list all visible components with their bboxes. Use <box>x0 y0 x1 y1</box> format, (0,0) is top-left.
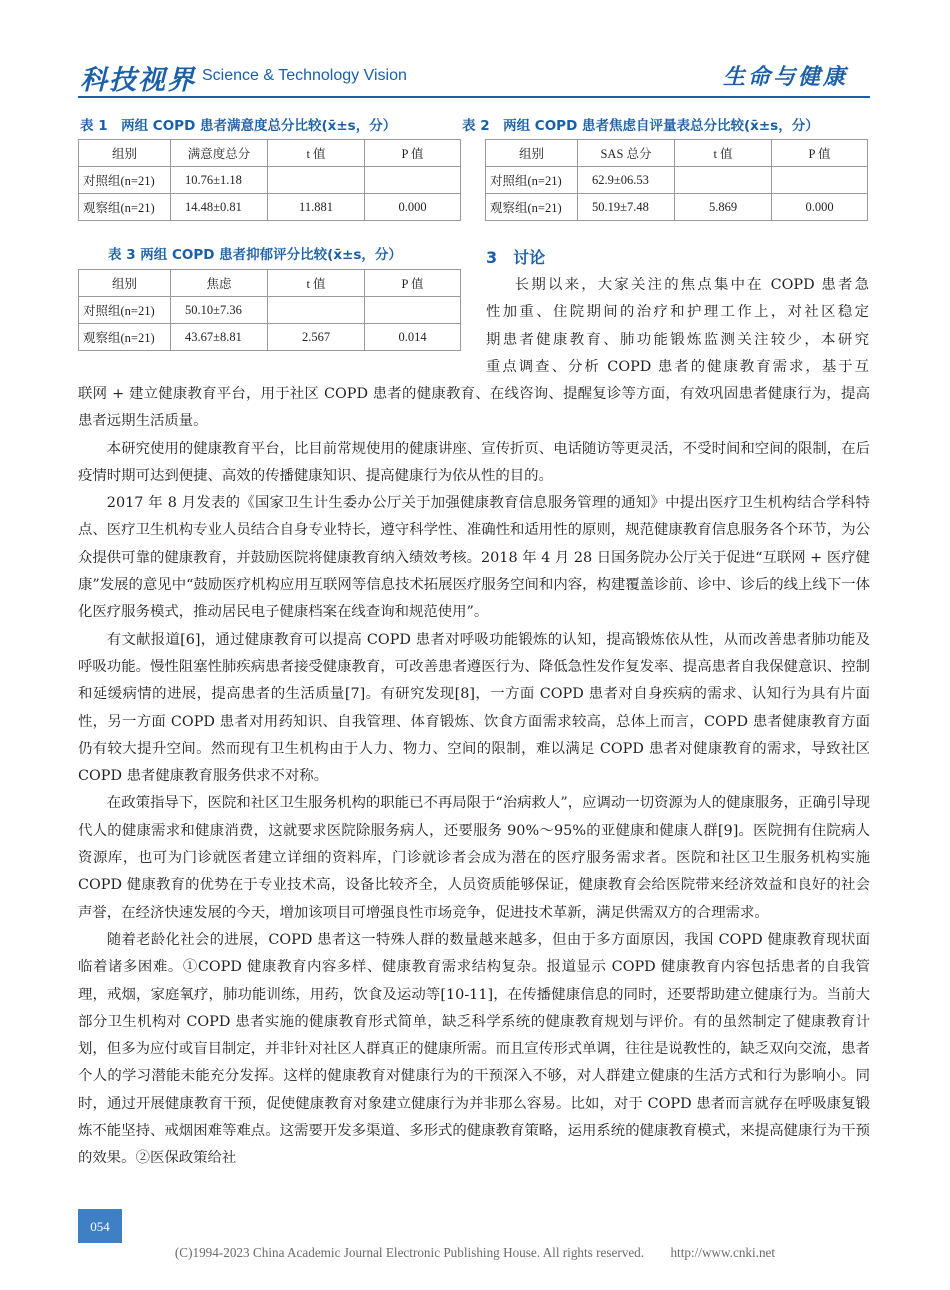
table-cell: 观察组(n=21) <box>79 324 171 351</box>
table-header: P 值 <box>365 140 461 167</box>
table-cell: 14.48±0.81 <box>171 194 268 221</box>
table-cell <box>268 167 365 194</box>
paragraph-line: 期患者健康教育、肺功能锻炼监测关注较少，本研究 <box>486 331 869 348</box>
paragraph-column <box>486 272 869 381</box>
table-header: 焦虑 <box>171 270 268 297</box>
table-header: 组别 <box>79 270 171 297</box>
table-header: t 值 <box>268 140 365 167</box>
table-cell <box>365 297 461 324</box>
journal-english-name: Science & Technology Vision <box>202 67 407 84</box>
table3 <box>78 269 461 351</box>
journal-logo: 科技视界 <box>80 65 196 96</box>
table-cell: 对照组(n=21) <box>486 167 578 194</box>
table-row <box>79 194 461 221</box>
paragraph: 2017 年 8 月发表的《国家卫生计生委办公厅关于加强健康教育信息服务管理的通知》中提出医疗卫生机构结合学科特点、医疗卫生机构专业人员结合自身专业特长，遵守科学性、准确性和适用性的原则，规范健康教育信息服务各个环节，为公众提供可靠的健康教育，并鼓励医院将健康教育纳入绩效考核。2018 年 4 月 28 日国务院办公厅关于促进“互联网 + 医疗健康”发展的意见中“鼓励医疗机构应用互联网等信息技术拓展医疗服务空间和内容，构建覆盖诊前、诊中、诊后的线上线下一体化医疗服务模式，推动居民电子健康档案在线查询和规范使用”。 <box>78 495 870 621</box>
table-cell: 5.869 <box>675 194 772 221</box>
table-header: 组别 <box>79 140 171 167</box>
page-number: 054 <box>78 1209 122 1243</box>
section-title: 生命与健康 <box>722 64 848 90</box>
table-cell <box>675 167 772 194</box>
table-cell: 11.881 <box>268 194 365 221</box>
table-cell: 对照组(n=21) <box>79 167 171 194</box>
table-row <box>79 324 461 351</box>
table-cell: 43.67±8.81 <box>171 324 268 351</box>
table2-caption: 表 2 两组 COPD 患者焦虑自评量表总分比较(x̄±s，分） <box>462 118 819 134</box>
table-cell: 观察组(n=21) <box>79 194 171 221</box>
table-header: SAS 总分 <box>578 140 675 167</box>
table-cell: 对照组(n=21) <box>79 297 171 324</box>
paragraph: 有文献报道[6]，通过健康教育可以提高 COPD 患者对呼吸功能锻炼的认知，提高锻炼依从性，从而改善患者肺功能及呼吸功能。慢性阻塞性肺疾病患者接受健康教育，可改善患者遵医行为、降低急性发作复发率、提高患者自我保健意识、控制和延缓病情的进展，提高患者的生活质量[7]。有研究发现[8]，一方面 COPD 患者对自身疾病的需求、认知行为具有片面性，另一方面 COPD 患者对用药知识、自我管理、体育锻炼、饮食方面需求较高，总体上而言，COPD 患者健康教育方面仍有较大提升空间。然而现有卫生机构由于人力、物力、空间的限制，难以满足 COPD 患者对健康教育的需求，导致社区 COPD 患者健康教育服务供求不对称。 <box>78 631 870 785</box>
table1 <box>78 139 461 221</box>
table-header: 组别 <box>486 140 578 167</box>
table-cell <box>365 167 461 194</box>
paragraph-line: 性加重、住院期间的治疗和护理工作上，对社区稳定 <box>486 304 869 321</box>
paragraph: 联网 + 建立健康教育平台，用于社区 COPD 患者的健康教育、在线咨询、提醒复诊等方面，有效巩固患者健康行为，提高患者远期生活质量。 <box>78 386 870 430</box>
table1-caption: 表 1 两组 COPD 患者满意度总分比较(x̄±s，分） <box>80 118 397 134</box>
body-text <box>78 381 870 1173</box>
header-rule <box>78 96 870 98</box>
table-cell: 观察组(n=21) <box>486 194 578 221</box>
table-cell: 0.014 <box>365 324 461 351</box>
table2 <box>485 139 868 221</box>
paragraph: 本研究使用的健康教育平台，比目前常规使用的健康讲座、宣传折页、电话随访等更灵活，不受时间和空间的限制，在后疫情时期可达到便捷、高效的传播健康知识、提高健康行为依从性的目的。 <box>78 440 870 484</box>
table-cell <box>772 167 868 194</box>
paragraph: 在政策指导下，医院和社区卫生服务机构的职能已不再局限于“治病救人”，应调动一切资源为人的健康服务，正确引导现代人的健康需求和健康消费，这就要求医院除服务病人，还要服务 90%～95%的亚健康和健康人群[9]。医院拥有住院病人资源库，也可为门诊就医者建立详细的资料库，门诊就诊者会成为潜在的医疗服务需求者。医院和社区卫生服务机构实施 COPD 健康教育的优势在于专业技术高，设备比较齐全，人员资质能够保证，健康教育会给医院带来经济效益和良好的社会声誉，在经济快速发展的今天，增加该项目可增强良性市场竞争，促进技术革新，满足供需双方的合理需求。 <box>78 795 870 921</box>
table-header: P 值 <box>772 140 868 167</box>
table-row <box>486 194 868 221</box>
table-row <box>486 167 868 194</box>
paragraph-line: 重点调查、分析 COPD 患者的健康教育需求，基于互 <box>486 358 869 375</box>
paragraph-line: 长期以来，大家关注的焦点集中在 COPD 患者急 <box>514 277 869 293</box>
table-cell: 2.567 <box>268 324 365 351</box>
copyright-footer: (C)1994-2023 China Academic Journal Electronic Publishing House. All rights reserved. http://www.cnki.net <box>174 1245 776 1260</box>
section-heading: 3 讨论 <box>486 248 546 267</box>
table-row <box>79 297 461 324</box>
table-cell <box>268 297 365 324</box>
table-cell: 10.76±1.18 <box>171 167 268 194</box>
table-cell: 50.10±7.36 <box>171 297 268 324</box>
table-header: 满意度总分 <box>171 140 268 167</box>
paragraph: 随着老龄化社会的进展，COPD 患者这一特殊人群的数量越来越多，但由于多方面原因，我国 COPD 健康教育现状面临着诸多困难。①COPD 健康教育内容多样、健康教育需求结构复杂。报道显示 COPD 健康教育内容包括患者的自我管理，戒烟，家庭氧疗，肺功能训练，用药，饮食及运动等[10-11]，在传播健康信息的同时，还要帮助建立健康行为。当前大部分卫生机构对 COPD 患者实施的健康教育形式简单，缺乏科学系统的健康教育规划与评价。有的虽然制定了健康教育计划，但多为应付或盲目制定，并非针对社区人群真正的健康所需。而且宣传形式单调，往往是说教性的，缺乏双向交流，患者个人的学习潜能未能充分发挥。这样的健康教育对健康行为的干预深入不够，对人群建立健康的生活方式和行为影响小。同时，通过开展健康教育干预，促使健康教育对象建立健康行为并非那么容易。比如，对于 COPD 患者而言就存在呼吸康复锻炼不能坚持、戒烟困难等难点。这需要开发多渠道、多形式的健康教育策略，运用系统的健康教育模式，来提高健康行为干预的效果。②医保政策给社 <box>78 931 870 1167</box>
table-cell: 62.9±06.53 <box>578 167 675 194</box>
table-header: P 值 <box>365 270 461 297</box>
table-row <box>79 167 461 194</box>
table3-caption: 表 3 两组 COPD 患者抑郁评分比较(x̄±s，分） <box>108 247 402 263</box>
table-cell: 50.19±7.48 <box>578 194 675 221</box>
table-cell: 0.000 <box>365 194 461 221</box>
table-cell: 0.000 <box>772 194 868 221</box>
table-header: t 值 <box>268 270 365 297</box>
table-header: t 值 <box>675 140 772 167</box>
